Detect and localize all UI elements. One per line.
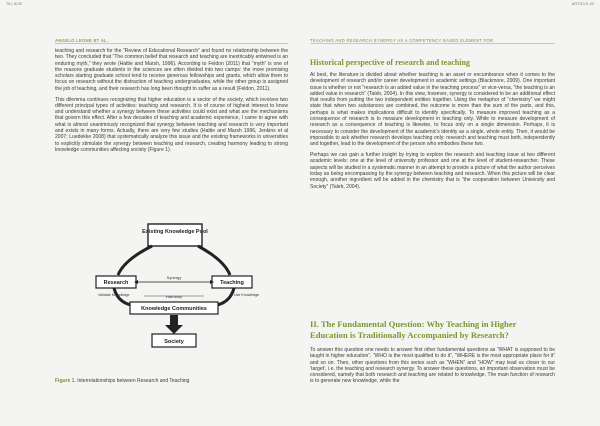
section-heading-historical: Historical perspective of research and teaching [310, 58, 470, 67]
figure-caption [55, 378, 189, 384]
arrow-to-teaching [198, 246, 230, 275]
arrow-to-research [118, 246, 152, 275]
research-label: Research [103, 280, 129, 286]
existing-knowledge-box [148, 224, 202, 246]
right-header-rule [310, 43, 555, 44]
paragraph: To answer this question one needs to answer first other fundamental questions as “WHAT is supposed to be taught in higher education”, “WHO is the most qualified to do it”, “WHERE is the most appropriate place for it” and so on. Then, other questions from this series such as “WHEN” and “HOW” may lead us closer to our ‘target’, i.e. the teaching and research synergy. To answer these questions, an important observation must be considered, namely that both research and teaching are related to knowledge. The main function of research is to generate new knowledge, while the [310, 347, 555, 385]
running-head-authors: ANGELO LEONE ET AL. [55, 38, 109, 43]
paragraph: teaching and research for the “Review of Educational Research” and found no relationship between the two. They concluded that “The common belief that research and teaching are inextricably entwined is an enduring myth,” they wrote (Hattie and Marsh, 1996). According to Feldon (2011) that “myth” is one of the reasons graduate students in the sciences are often divided into two camps: the more promising scholars starting graduate school tend to receive generous fellowships and grants, which allow them to focus on research without the distraction of teaching undergraduates, while the other group is assigned the job of teaching, and their research has long been thought to suffer as a result (Feldon, 2011). [55, 48, 288, 92]
synergy-label: Synergy [166, 275, 182, 280]
left-header-rule [55, 43, 288, 44]
figure-caption-text: Interrelationships between Research and Teaching [75, 378, 190, 384]
figure-caption-label: Figure 1. [55, 378, 76, 384]
down-arrow-head [165, 325, 183, 334]
right-column-section2 [310, 347, 555, 389]
figure-research-teaching-diagram [74, 220, 274, 350]
right-column-section1 [310, 72, 555, 194]
running-head-title: TEACHING AND RESEARCH SYNERGY AS A COMPETENCY BASED ELEMENT FOR [310, 38, 494, 43]
paragraph: Perhaps we can gain a further insight by trying to explore the research and teaching issue at two different academic levels: one at the level of university professor and one at the level of student-researcher. These aspects will be studied in a systematic manner in an attempt to provide a picture of what the author perceives today as being encompassing by the synergy between teaching and research. When this picture will be clear enough, another ingredient will be added in the chemistry that is “the cooperation between University and Society” (Taleb, 2004). [310, 152, 555, 190]
section-heading-fundamental-question: II. The Fundamental Question: Why Teaching in Higher Education is Traditionally Accompanied by Research? [310, 319, 517, 340]
article-number: ARTICLE #2 [571, 1, 594, 6]
use-knowledge-label: Use Knowledge [234, 293, 260, 297]
harmony-label: Harmony [165, 294, 183, 299]
page-number: 78 | IEJE [6, 1, 23, 6]
society-label: Society [164, 339, 184, 345]
down-arrow-shaft [170, 315, 178, 325]
knowledge-communities-label: Knowledge Communities [141, 306, 207, 312]
paragraph: This dilemma continues recognizing that higher education is a sector of the society, which involves two different principal types of activities: teaching and research. It is of course of highest interest to know and understand whether a synergy between these activities could exist and what are the mechanisms that govern this effect. After a few decades of teaching and academic experience, I came to agree with what is almost unanimously recognized that synergy between teaching and research is very important and exists in many forms. Actually, there are very few studies (Hattie and Marsh 1996, Jenkins et al 2007; Luedekke 2008) that systematically analyze this issue and the existing frameworks in universities to explicitly stimulate the synergy between teaching and research, creating harmony leading to strong knowledge communities affecting society (Figure 1). [55, 96, 288, 153]
paragraph: At best, the literature is divided about whether teaching is an asset or encumbrance when it comes to the development of research and/or career development in academic settings (Blackmore, 2009). One important issue is whether or not “research is an added value in the teaching process” or vice-versa, “the teaching is an added value in research” (Taleb, 2004). In this view, however, synergy is considered to be an additional effect that results from putting the two independent entities together. Using the metaphor of “chemistry” we might state that when two substances are combined, the outcome is more than the sum of the parts, and this, perhaps is what makes implications difficult to identify specifically. To measure improved teaching as a consequence of research is to measure development in teaching only. While to measure development of research as a consequence of teaching is likewise, to focus only on a single dimension. Perhaps, it is necessary to consider the development of the academic’s identity as a single, whole entity. Then, it would be impossible to ask whether research develops teaching only: research and teaching must both, independently and together, lead to the development of the person who embodies these two. [310, 72, 555, 148]
left-column [55, 48, 288, 158]
teaching-label: Teaching [220, 280, 244, 286]
top-bar [0, 0, 600, 8]
validate-knowledge-label: Validate Knowledge [98, 293, 130, 297]
existing-knowledge-label: Existing Knowledge Pool [142, 229, 208, 235]
